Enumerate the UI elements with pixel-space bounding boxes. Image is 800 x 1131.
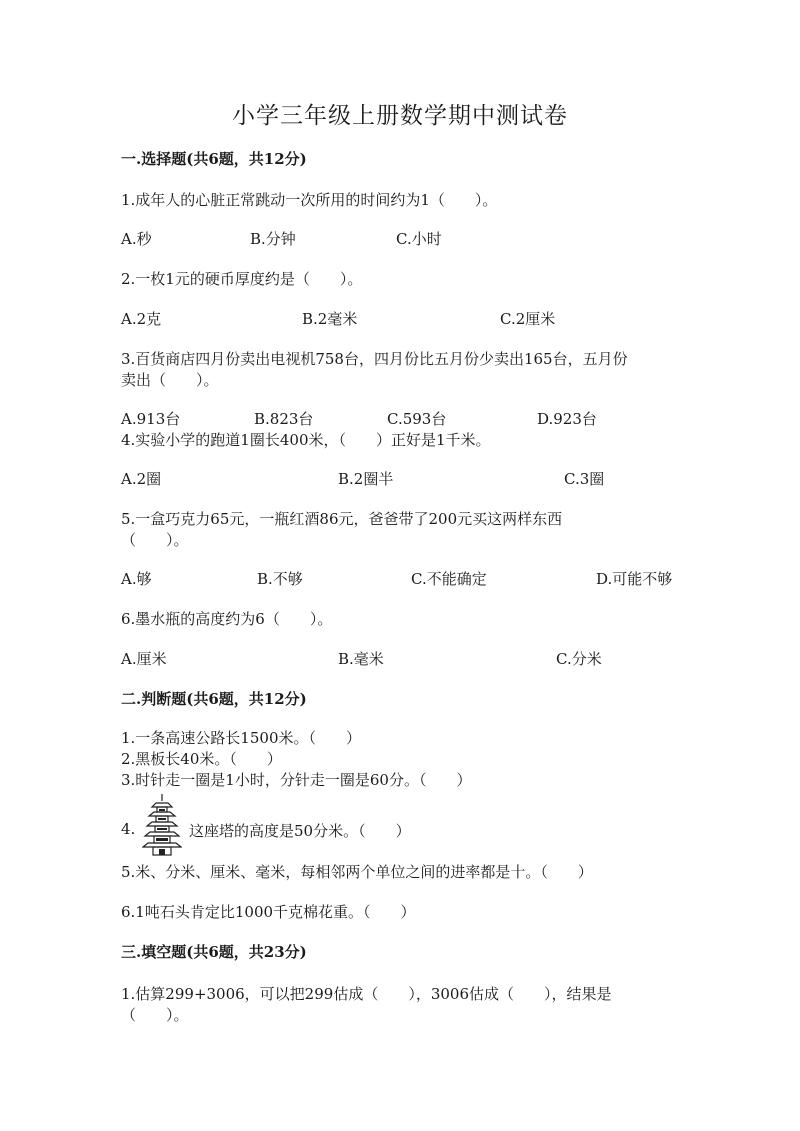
choice-q2-option-b: B.2毫米 — [302, 310, 358, 328]
choice-q6-option-c: C.分米 — [556, 650, 602, 668]
choice-question-6: 6.墨水瓶的高度约为6（ ）。 — [121, 610, 333, 628]
choice-q3-option-c: C.593台 — [387, 410, 447, 428]
choice-q3-option-a: A.913台 — [121, 410, 181, 428]
judge-question-5: 5.米、分米、厘米、毫米，每相邻两个单位之间的进率都是十。（ ） — [121, 863, 593, 881]
judge-question-3: 3.时针走一圈是1小时，分针走一圈是60分。（ ） — [121, 771, 472, 789]
judge-question-4-number: 4. — [121, 820, 136, 838]
choice-q5-option-c: C.不能确定 — [411, 570, 487, 588]
pagoda-picture — [142, 794, 182, 856]
page-title: 小学三年级上册数学期中测试卷 — [232, 103, 568, 129]
choice-question-1: 1.成年人的心脏正常跳动一次所用的时间约为1（ ）。 — [121, 191, 498, 209]
choice-q5-option-d: D.可能不够 — [596, 570, 673, 588]
judge-question-1: 1.一条高速公路长1500米。（ ） — [121, 729, 361, 747]
choice-q4-option-a: A.2圈 — [121, 470, 162, 488]
choice-q5-option-a: A.够 — [121, 570, 152, 588]
choice-question-5-line-1: 5.一盒巧克力65元，一瓶红酒86元，爸爸带了200元买这两样东西 — [121, 510, 563, 528]
choice-q3-option-b: B.823台 — [254, 410, 314, 428]
fill-question-1-line-2: （ ）。 — [121, 1006, 189, 1024]
choice-question-5-line-2: （ ）。 — [121, 531, 189, 549]
choice-q6-option-b: B.毫米 — [338, 650, 384, 668]
choice-q1-option-a: A.秒 — [121, 230, 152, 248]
judge-question-4-text: 这座塔的高度是50分米。（ ） — [189, 822, 411, 840]
section-heading-choice: 一.选择题(共6题，共12分) — [121, 150, 307, 168]
fill-question-1-line-1: 1.估算299+3006，可以把299估成（ ），3006估成（ ），结果是 — [121, 985, 612, 1003]
choice-q5-option-b: B.不够 — [257, 570, 303, 588]
choice-q3-option-d: D.923台 — [537, 410, 597, 428]
section-heading-judge: 二.判断题(共6题，共12分) — [121, 690, 307, 708]
choice-question-3-line-2: 卖出（ ）。 — [121, 371, 219, 389]
choice-question-3-line-1: 3.百货商店四月份卖出电视机758台，四月份比五月份少卖出165台，五月份 — [121, 350, 628, 368]
choice-q6-option-a: A.厘米 — [121, 650, 167, 668]
choice-q2-option-a: A.2克 — [121, 310, 162, 328]
choice-q4-option-c: C.3圈 — [564, 470, 605, 488]
choice-q1-option-b: B.分钟 — [250, 230, 296, 248]
section-heading-fill: 三.填空题(共6题，共23分) — [121, 943, 307, 961]
judge-question-6: 6.1吨石头肯定比1000千克棉花重。（ ） — [121, 903, 416, 921]
choice-question-2: 2.一枚1元的硬币厚度约是（ ）。 — [121, 270, 363, 288]
choice-q4-option-b: B.2圈半 — [338, 470, 394, 488]
choice-q1-option-c: C.小时 — [396, 230, 442, 248]
judge-question-2: 2.黑板长40米。（ ） — [121, 750, 282, 768]
choice-question-4: 4.实验小学的跑道1圈长400米，（ ）正好是1千米。 — [121, 431, 491, 449]
choice-q2-option-c: C.2厘米 — [500, 310, 556, 328]
